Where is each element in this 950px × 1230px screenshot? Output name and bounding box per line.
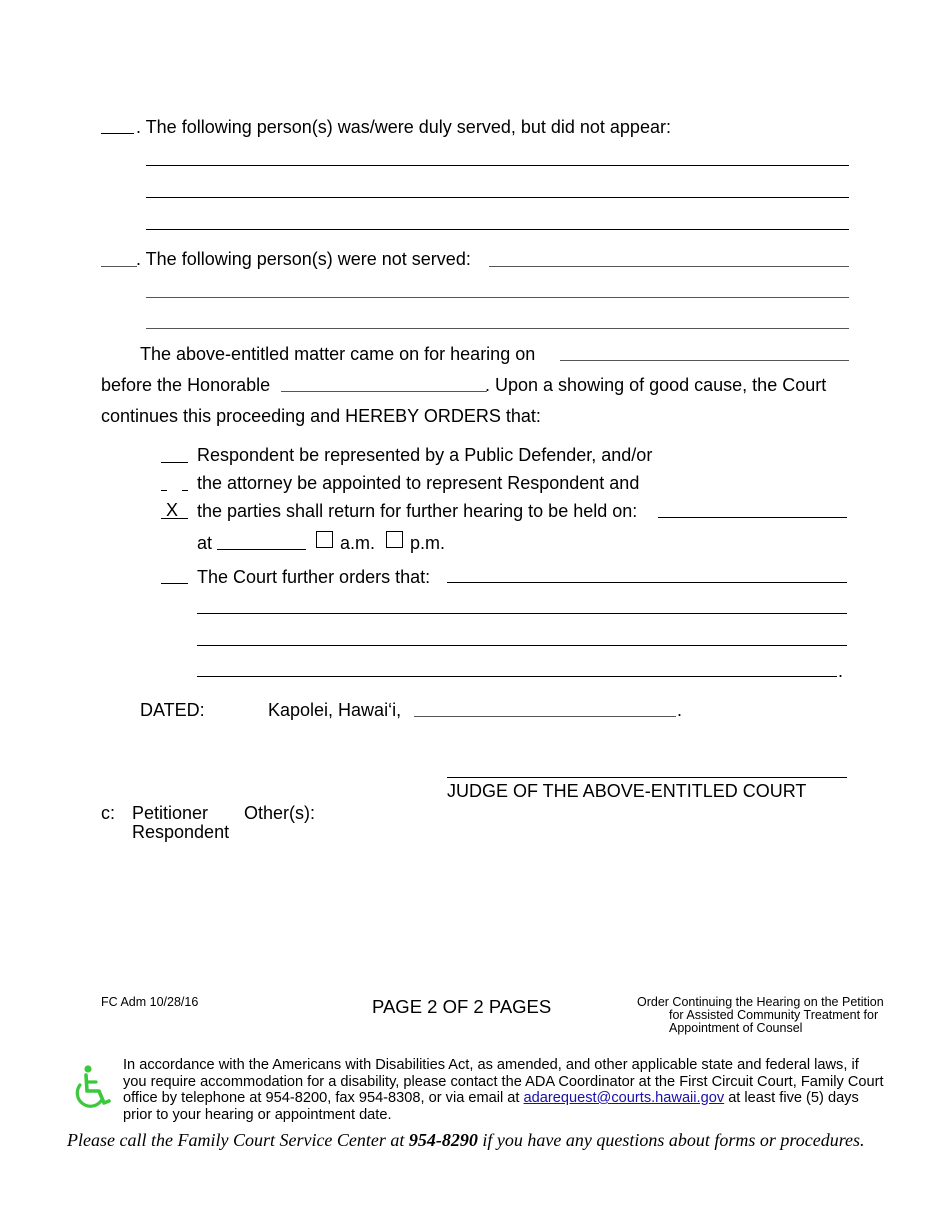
dated-period: . [677,700,683,720]
order-2-check-b[interactable] [182,490,188,491]
order-3-check[interactable] [161,518,188,519]
good-cause-text: . Upon a showing of good cause, the Court [485,375,827,395]
hearing-line: The above-entitled matter came on for hearing on [140,344,536,364]
pm-label: p.m. [410,533,446,553]
not-served-line-3[interactable] [146,328,849,329]
further-orders-line-2[interactable] [197,613,847,614]
hearing-date-blank[interactable] [560,360,849,361]
dated-place: Kapolei, Hawai‘i, [268,700,402,720]
order-2-check-a[interactable] [161,490,167,491]
further-orders-label: The Court further orders that: [197,567,431,587]
form-title-line-1: Order Continuing the Hearing on the Petition [637,995,884,1009]
order-3-text: the parties shall return for further hearing to be held on: [197,501,638,521]
order-2-text: the attorney be appointed to represent Respondent and [197,473,640,493]
order-4-check[interactable] [161,583,188,584]
not-served-label: . The following person(s) were not served: [136,249,471,269]
further-orders-line-1[interactable] [447,582,847,583]
copies-others: Other(s): [244,803,316,823]
dated-blank[interactable] [414,716,676,717]
served-line-3[interactable] [146,229,849,230]
service-center-notice [67,1130,865,1151]
order-1-check[interactable] [161,462,188,463]
served-not-appear-label: . The following person(s) was/were duly served, but did not appear: [136,117,671,137]
pm-checkbox[interactable] [386,531,403,548]
not-served-line-1[interactable] [489,266,849,267]
blank-served-check[interactable] [101,133,134,134]
ada-email-link[interactable]: adarequest@courts.hawaii.gov [523,1090,725,1106]
judge-name-blank[interactable] [281,391,487,392]
copies-label: c: [101,803,116,823]
ada-notice [123,1057,885,1123]
order-3-mark: X [166,500,179,520]
judge-signature-line[interactable] [447,777,847,778]
page-number: PAGE 2 OF 2 PAGES [372,996,552,1017]
served-line-1[interactable] [146,165,849,166]
not-served-line-2[interactable] [146,297,849,298]
form-title-line-3: Appointment of Counsel [669,1021,803,1035]
copies-petitioner: Petitioner [132,803,209,823]
form-id: FC Adm 10/28/16 [101,995,199,1009]
continues-text: continues this proceeding and HEREBY ORDERS that: [101,406,541,426]
am-checkbox[interactable] [316,531,333,548]
before-honorable: before the Honorable [101,375,271,395]
service-center-phone: 954-8290 [408,1130,478,1150]
dated-label: DATED: [140,700,205,720]
copies-respondent: Respondent [132,822,230,842]
further-hearing-date-blank[interactable] [658,517,847,518]
service-center-after: if you have any questions about forms or procedures. [482,1130,865,1150]
further-orders-line-4[interactable] [197,676,837,677]
ada-text-after: at least five (5) days prior to your hearing or appointment date. [123,1090,859,1123]
form-title-line-2: for Assisted Community Treatment for [669,1008,879,1022]
further-orders-period: . [838,661,844,681]
at-label: at [197,533,213,553]
ada-text-before: In accordance with the Americans with Disabilities Act, as amended, and other applicable state and federal laws, if you require accommodation for a disability, please contact the ADA Coordinator at the First Circuit Court, Family Court office by telephone at 954-8200, fax 954-8308, or via email at [123,1057,884,1106]
further-orders-line-3[interactable] [197,645,847,646]
time-blank[interactable] [217,549,306,550]
served-line-2[interactable] [146,197,849,198]
am-label: a.m. [340,533,376,553]
service-center-before: Please call the Family Court Service Center at [67,1130,405,1150]
accessibility-icon [68,1063,116,1111]
judge-title: JUDGE OF THE ABOVE-ENTITLED COURT [447,781,807,801]
blank-not-served-check[interactable] [101,266,137,267]
order-1-text: Respondent be represented by a Public Defender, and/or [197,445,653,465]
